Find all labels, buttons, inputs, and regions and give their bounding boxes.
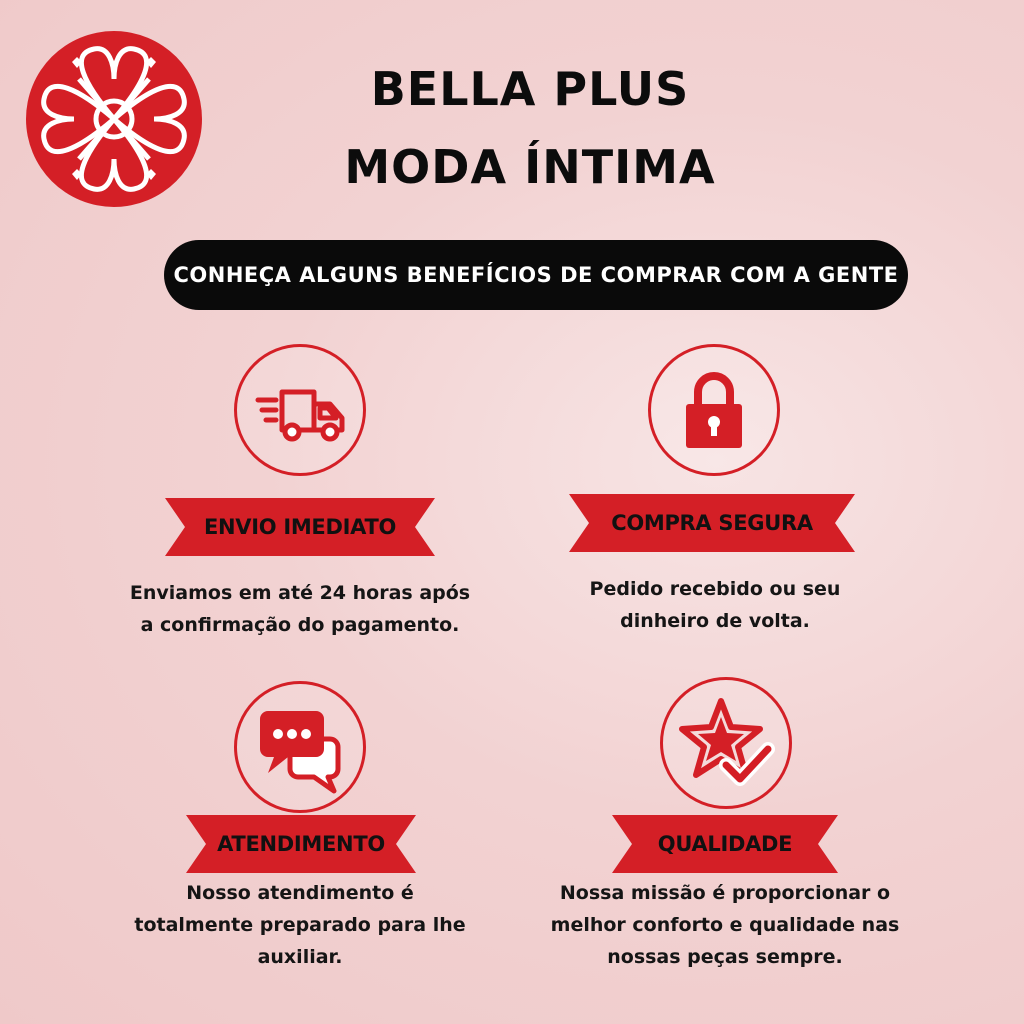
benefit-desc-line: a confirmação do pagamento. (140, 614, 460, 636)
benefit-desc-line: Nossa missão é proporcionar o (559, 882, 891, 904)
benefits-banner: CONHEÇA ALGUNS BENEFÍCIOS DE COMPRAR COM A GENTE (164, 240, 908, 310)
benefit-ribbon-delivery (165, 498, 435, 556)
benefit-title-quality: QUALIDADE (657, 832, 793, 856)
benefit-desc-line: nossas peças sempre. (607, 946, 843, 968)
benefit-icon-circle-secure (648, 344, 780, 476)
benefit-title-support: ATENDIMENTO (217, 832, 385, 856)
benefit-desc-line: dinheiro de volta. (620, 610, 810, 632)
benefit-desc-line: Pedido recebido ou seu (589, 578, 841, 600)
benefit-desc-support (110, 877, 490, 973)
benefit-desc-quality (530, 877, 920, 973)
star-check-icon (676, 693, 776, 793)
benefit-desc-line: auxiliar. (257, 946, 343, 968)
brand-logo (24, 24, 204, 214)
benefit-icon-circle-delivery (234, 344, 366, 476)
benefit-ribbon-support (186, 815, 416, 873)
benefit-icon-circle-support (234, 681, 366, 813)
delivery-truck-icon (250, 360, 350, 460)
benefit-icon-circle-quality (660, 677, 792, 809)
padlock-icon (664, 360, 764, 460)
chat-bubbles-icon (250, 697, 350, 797)
benefit-desc-line: totalmente preparado para lhe (134, 914, 466, 936)
benefit-title-delivery: ENVIO IMEDIATO (203, 515, 397, 539)
brand-title-line1: BELLA PLUS (370, 62, 690, 116)
benefit-ribbon-quality (612, 815, 838, 873)
brand-title-line2: MODA ÍNTIMA (344, 140, 716, 194)
benefit-desc-line: melhor conforto e qualidade nas (550, 914, 900, 936)
benefit-desc-line: Nosso atendimento é (186, 882, 414, 904)
benefit-title-secure: COMPRA SEGURA (611, 511, 813, 535)
benefit-ribbon-secure (569, 494, 855, 552)
heart-knot-logo-icon (24, 24, 204, 214)
benefit-desc-delivery (110, 577, 490, 641)
benefit-desc-secure (535, 573, 895, 637)
benefit-desc-line: Enviamos em até 24 horas após (129, 582, 471, 604)
